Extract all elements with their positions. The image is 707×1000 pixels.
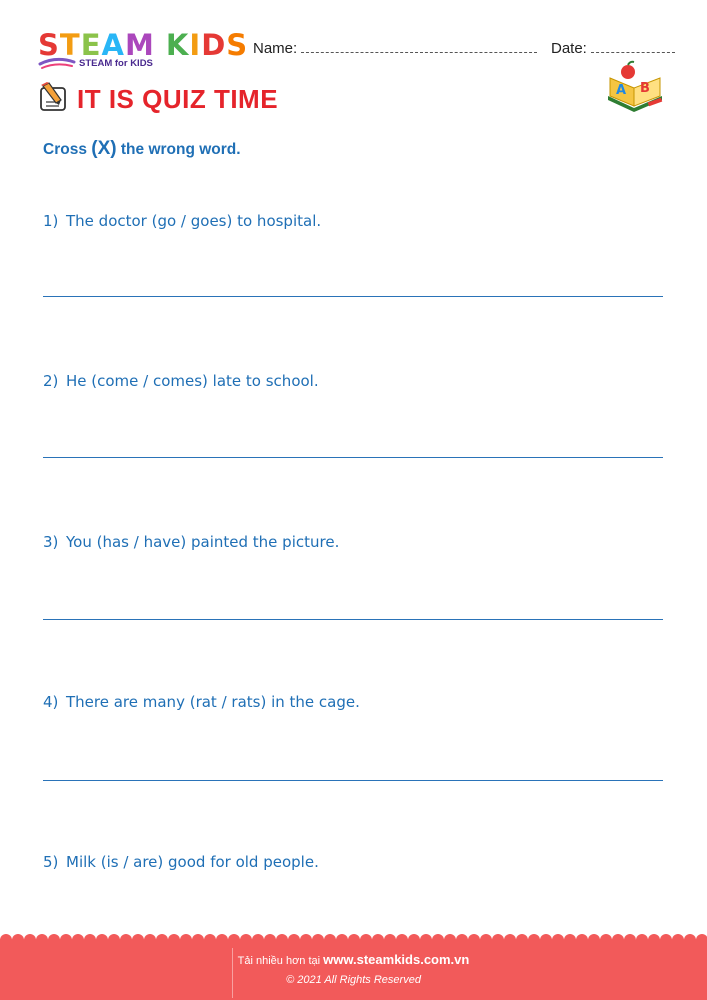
question-text: Milk (is / are) good for old people. <box>66 853 319 871</box>
name-field[interactable] <box>253 40 537 57</box>
quiz-pencil-icon <box>37 82 73 114</box>
question-1 <box>43 212 321 230</box>
question-5 <box>43 853 319 871</box>
question-text: He (come / comes) late to school. <box>66 372 319 390</box>
logo-letter: D <box>201 28 227 62</box>
question-3 <box>43 533 339 551</box>
answer-line-3[interactable] <box>43 619 663 620</box>
question-number: 3) <box>43 533 59 551</box>
book-apple-icon <box>604 60 666 116</box>
logo-letter: I <box>189 28 202 62</box>
footer-site-link[interactable]: www.steamkids.com.vn <box>323 952 470 967</box>
instruction-mark: (X) <box>91 138 117 159</box>
logo-letter: M <box>124 28 155 62</box>
question-number: 4) <box>43 693 59 711</box>
answer-line-1[interactable] <box>43 296 663 297</box>
question-number: 5) <box>43 853 59 871</box>
name-line[interactable] <box>301 42 537 53</box>
date-field[interactable] <box>551 40 675 57</box>
svg-text:B: B <box>640 81 650 96</box>
steam-kids-logo <box>38 28 249 74</box>
page-title: IT IS QUIZ TIME <box>77 84 279 114</box>
footer-scallop-edge <box>0 934 707 946</box>
logo-letter: E <box>80 28 102 62</box>
footer-prefix: Tải nhiều hơn tại <box>237 955 324 967</box>
question-2 <box>43 372 319 390</box>
logo-letter: T <box>59 28 81 62</box>
instruction-after: the wrong word. <box>116 141 241 158</box>
logo-letter: K <box>165 28 190 62</box>
question-text: You (has / have) painted the picture. <box>66 533 340 551</box>
footer <box>0 940 707 1000</box>
logo-swoosh-icon <box>38 54 78 70</box>
footer-download-line <box>0 952 707 967</box>
question-text: The doctor (go / goes) to hospital. <box>66 212 322 230</box>
instruction-before: Cross <box>43 141 92 158</box>
footer-copyright: © 2021 All Rights Reserved <box>286 974 421 986</box>
question-text: There are many (rat / rats) in the cage. <box>66 693 360 711</box>
logo-tagline: STEAM for KIDS <box>79 58 153 69</box>
answer-line-4[interactable] <box>43 780 663 781</box>
logo-letter: S <box>38 28 60 62</box>
date-line[interactable] <box>591 42 675 53</box>
question-4 <box>43 693 360 711</box>
question-number: 1) <box>43 212 59 230</box>
question-number: 2) <box>43 372 59 390</box>
instruction <box>43 138 241 160</box>
logo-letter: A <box>101 28 125 62</box>
logo-letter <box>155 28 166 62</box>
svg-text:A: A <box>616 83 627 98</box>
name-label: Name: <box>253 40 298 57</box>
date-label: Date: <box>551 40 587 57</box>
answer-line-2[interactable] <box>43 457 663 458</box>
logo-letter: S <box>226 28 249 62</box>
